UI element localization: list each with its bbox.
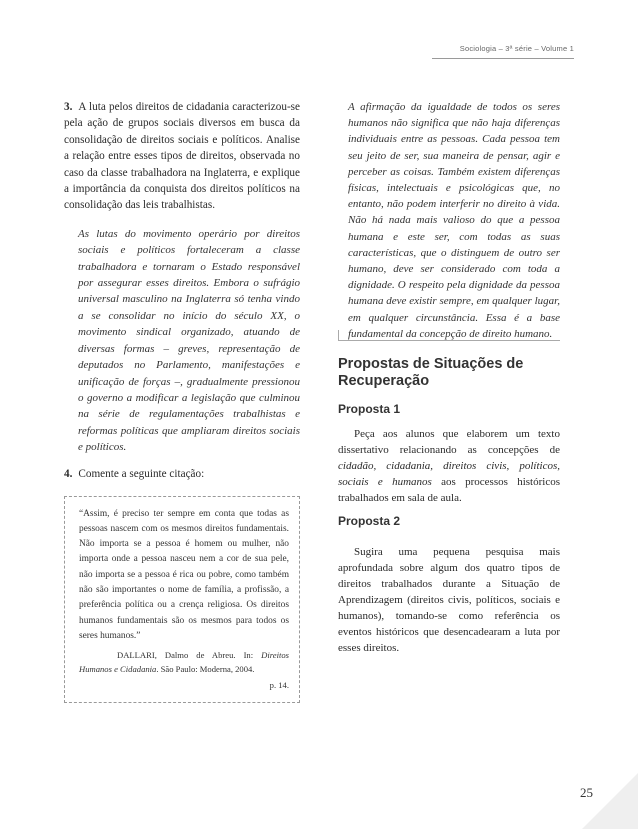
question-4	[64, 466, 300, 482]
page-number: 25	[580, 785, 593, 800]
question-3-text: A luta pelos direitos de cidadania caracterizou-se pela ação de grupos sociais diversos em busca da consolidação de direitos sociais e políticos. Analise a relação entre esses tipos de direitos, observada no caso da classe trabalhadora na Inglaterra, e explique a importância da conquista dos direitos políticos na consolidação das leis trabalhistas.	[64, 101, 300, 212]
quote-box	[64, 496, 300, 703]
quote-source-title: Direitos Humanos e Cidadania	[79, 650, 289, 675]
answer-rule	[338, 340, 560, 341]
proposta-1-text-after: aos processos históricos trabalhados em sala de aula.	[338, 476, 560, 504]
proposta-2-text	[338, 544, 560, 656]
question-3-answer: As lutas do movimento operário por direitos sociais e políticos fortaleceram a classe trabalhadora e tornaram o Estado responsável por assegurar esses direitos. Embora o sufrágio universal masculino na Inglaterra só tenha vindo a se consolidar no início do século XX, o movimento sindical organizado, atuando de diversas formas – greves, representação de deputados no Parlamento, manifestações e unificação de forças –, gradualmente pressionou o governo a modificar a legislação que culminou na série de regulamentações trabalhistas e reformas políticas que ampliaram direitos sociais e políticos.	[78, 227, 300, 454]
quote-source-rest: . São Paulo: Moderna, 2004.	[156, 664, 255, 675]
running-header: Sociologia – 3ª série – Volume 1	[459, 44, 574, 53]
question-4-number: 4.	[64, 467, 73, 480]
question-3-number: 3.	[64, 101, 73, 113]
quote-source-author: DALLARI, Dalmo de Abreu. In:	[117, 650, 262, 661]
answer-continuation: A afirmação da igualdade de todos os seres humanos não significa que não haja diferenças individuais entre as pessoas. Cada pessoa tem seu jeito de ser, sua maneira de pensar, agir e perceber as coisas. Também existem diferenças físicas, intelectuais e psicológicas que, no entanto, não podem interferir no direito à vida. Não há nada mais valioso do que a pessoa humana e este ser, com todas as suas características, que o distinguem de outro ser humano, deve ser considerado com toda a dignidade. O respeito pela dignidade da pessoa humana deve existir sempre, em qualquer lugar, em qualquer circunstância. Essa é a base fundamental da concepção de direito humano.	[348, 101, 560, 340]
proposta-1-italic-terms: cidadão, cidadania, direitos civis, políticos, sociais e humanos	[338, 460, 560, 488]
proposta-1-title: Proposta 1	[338, 402, 401, 416]
section-title: Propostas de Situações de Recuperação	[338, 356, 524, 389]
proposta-2-body: Sugira uma pequena pesquisa mais aprofundada sobre algum dos quatro tipos de direitos trabalhados durante a Situação de Aprendizagem (direitos civis, políticos, sociais e humanos), tomando-se como referência os eventos históricos que desencadearam a luta por esses direitos.	[338, 546, 560, 654]
header-rule	[432, 58, 574, 59]
right-column	[338, 99, 560, 342]
question-3	[64, 99, 300, 214]
page-corner	[582, 773, 638, 829]
proposta-1-text-before: Peça aos alunos que elaborem um texto dissertativo relacionando as concepções de	[338, 428, 560, 456]
quote-page: p. 14.	[269, 680, 289, 691]
proposta-2-title: Proposta 2	[338, 514, 401, 528]
proposta-1-text	[338, 426, 560, 506]
quote-source	[79, 648, 289, 676]
question-4-text: Comente a seguinte citação:	[78, 467, 205, 480]
quote-text: “Assim, é preciso ter sempre em conta que todas as pessoas nascem com os mesmos direitos fundamentais. Não importa se a pessoa é homem ou mulher, não importa onde a pessoa nasceu nem a cor de sua pele, não importa se a pessoa é rica ou pobre, como também não são importantes o nome de família, a profissão, a preferência política ou a crença religiosa. Os direitos humanos fundamentais são os mesmos para todos os seres humanos.”	[79, 508, 289, 641]
left-column	[64, 99, 300, 703]
